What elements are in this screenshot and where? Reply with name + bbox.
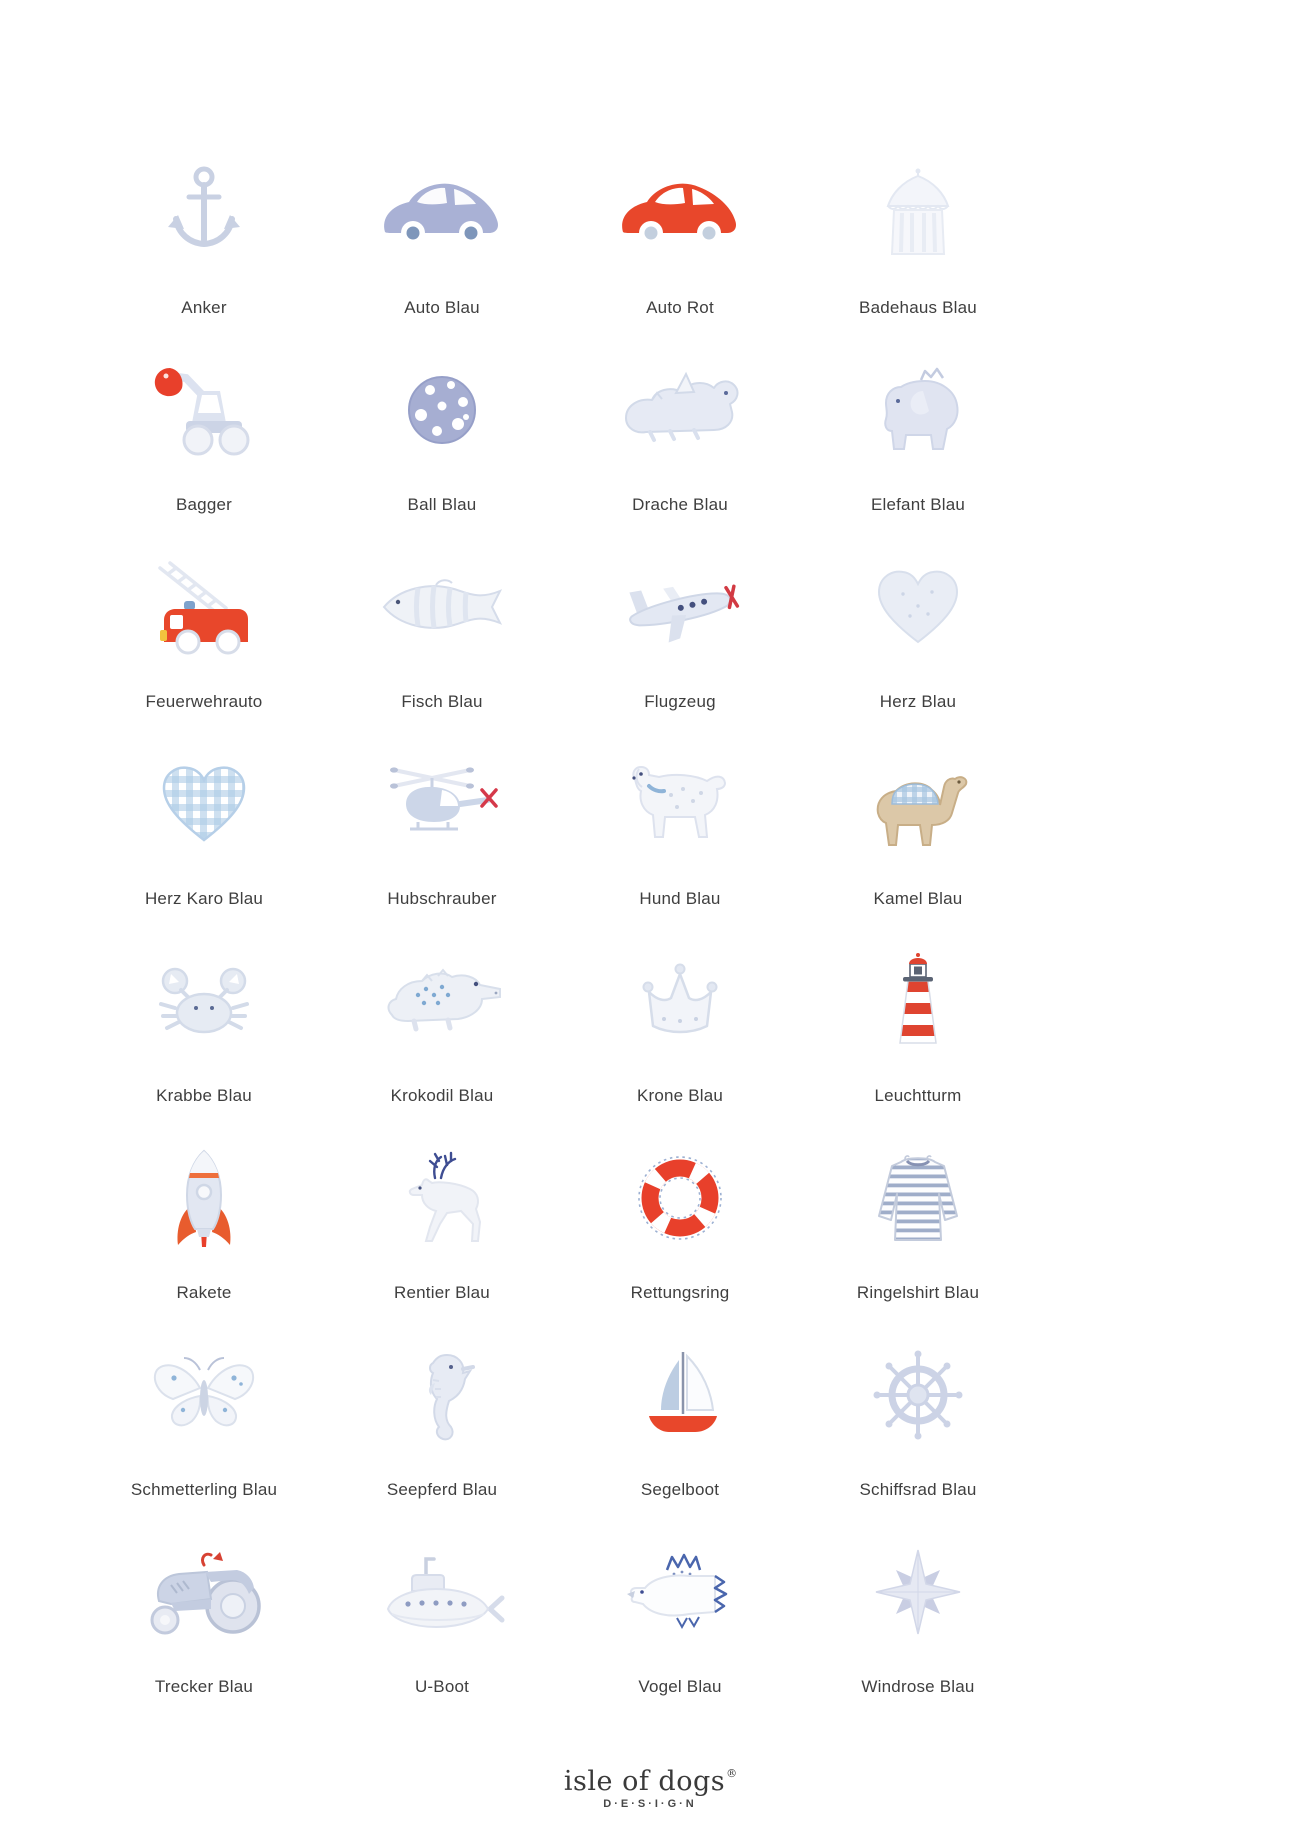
crown-icon	[561, 916, 799, 1085]
motif-label: Seepferd Blau	[386, 1480, 498, 1499]
camel-icon	[799, 719, 1037, 888]
heart-icon	[799, 522, 1037, 691]
motif-label: Windrose Blau	[861, 1677, 975, 1696]
car-blue-icon	[323, 128, 561, 297]
motif-cell	[85, 719, 323, 916]
striped-shirt-icon	[799, 1113, 1037, 1282]
motif-cell	[561, 522, 799, 719]
motif-cell	[561, 916, 799, 1113]
helicopter-icon	[323, 719, 561, 888]
motif-cell	[323, 128, 561, 325]
motif-cell	[85, 916, 323, 1113]
motif-label: Rettungsring	[630, 1283, 730, 1302]
motif-label: Bagger	[175, 495, 233, 514]
firetruck-icon	[85, 522, 323, 691]
registered-trademark: ®	[726, 1767, 738, 1780]
motif-label: Schiffsrad Blau	[859, 1480, 977, 1499]
airplane-icon	[561, 522, 799, 691]
motif-cell	[561, 1310, 799, 1507]
sailboat-icon	[561, 1310, 799, 1479]
motif-label: Herz Blau	[879, 692, 957, 711]
motif-label: Auto Blau	[404, 298, 480, 317]
brand-subtitle: D·E·S·I·G·N	[603, 1798, 697, 1810]
crab-icon	[85, 916, 323, 1085]
motif-cell	[799, 916, 1037, 1113]
motif-label: Krone Blau	[636, 1086, 724, 1105]
seahorse-icon	[323, 1310, 561, 1479]
motif-cell	[799, 1113, 1037, 1310]
motif-label: Herz Karo Blau	[144, 889, 264, 908]
motif-cell	[799, 128, 1037, 325]
ship-wheel-icon	[799, 1310, 1037, 1479]
motif-cell	[323, 1113, 561, 1310]
lighthouse-icon	[799, 916, 1037, 1085]
motif-label: Hubschrauber	[387, 889, 497, 908]
dragon-icon	[561, 325, 799, 494]
lifering-icon	[561, 1113, 799, 1282]
motif-cell	[561, 128, 799, 325]
brand-footer	[0, 1766, 1300, 1810]
motif-label: Kamel Blau	[873, 889, 963, 908]
motif-label: Rakete	[176, 1283, 232, 1302]
motif-label: Drache Blau	[632, 495, 728, 514]
heart-gingham-icon	[85, 719, 323, 888]
motif-cell	[799, 325, 1037, 522]
motif-label: Ball Blau	[407, 495, 477, 514]
dog-icon	[561, 719, 799, 888]
motif-label: Vogel Blau	[638, 1677, 722, 1696]
motif-cell	[799, 1507, 1037, 1704]
motif-label: Auto Rot	[646, 298, 714, 317]
motif-cell	[323, 1310, 561, 1507]
motif-label: Hund Blau	[639, 889, 721, 908]
motif-label: Ringelshirt Blau	[856, 1283, 980, 1302]
motif-cell	[85, 1310, 323, 1507]
brand-logo-text: isle of dogs	[563, 1766, 726, 1797]
motif-cell	[85, 522, 323, 719]
elephant-icon	[799, 325, 1037, 494]
rocket-icon	[85, 1113, 323, 1282]
fish-icon	[323, 522, 561, 691]
motif-cell	[85, 128, 323, 325]
motif-grid	[85, 128, 1037, 1704]
submarine-icon	[323, 1507, 561, 1676]
motif-cell	[799, 1310, 1037, 1507]
motif-label: Leuchtturm	[874, 1086, 962, 1105]
motif-label: Segelboot	[640, 1480, 720, 1499]
tractor-icon	[85, 1507, 323, 1676]
motif-label: Krabbe Blau	[156, 1086, 252, 1105]
motif-label: Krokodil Blau	[390, 1086, 494, 1105]
motif-label: Rentier Blau	[394, 1283, 490, 1302]
motif-cell	[561, 325, 799, 522]
motif-label: Feuerwehrauto	[145, 692, 263, 711]
motif-cell	[323, 916, 561, 1113]
motif-label: Schmetterling Blau	[130, 1480, 278, 1499]
anchor-icon	[85, 128, 323, 297]
excavator-icon	[85, 325, 323, 494]
motif-cell	[323, 719, 561, 916]
motif-label: Anker	[181, 298, 227, 317]
motif-cell	[323, 325, 561, 522]
motif-cell	[85, 325, 323, 522]
motif-cell	[323, 1507, 561, 1704]
butterfly-icon	[85, 1310, 323, 1479]
ball-icon	[323, 325, 561, 494]
motif-cell	[85, 1113, 323, 1310]
motif-cell	[561, 1507, 799, 1704]
car-red-icon	[561, 128, 799, 297]
bird-icon	[561, 1507, 799, 1676]
motif-cell	[323, 522, 561, 719]
motif-cell	[561, 1113, 799, 1310]
crocodile-icon	[323, 916, 561, 1085]
motif-cell	[799, 522, 1037, 719]
motif-label: Trecker Blau	[154, 1677, 254, 1696]
motif-label: Fisch Blau	[401, 692, 483, 711]
motif-label: Flugzeug	[644, 692, 716, 711]
motif-label: Badehaus Blau	[859, 298, 977, 317]
compass-rose-icon	[799, 1507, 1037, 1676]
motif-label: U-Boot	[414, 1677, 470, 1696]
motif-cell	[85, 1507, 323, 1704]
motif-label: Elefant Blau	[870, 495, 966, 514]
motif-cell	[561, 719, 799, 916]
motif-cell	[799, 719, 1037, 916]
bathhouse-icon	[799, 128, 1037, 297]
reindeer-icon	[323, 1113, 561, 1282]
brand-logo	[0, 1766, 1300, 1797]
